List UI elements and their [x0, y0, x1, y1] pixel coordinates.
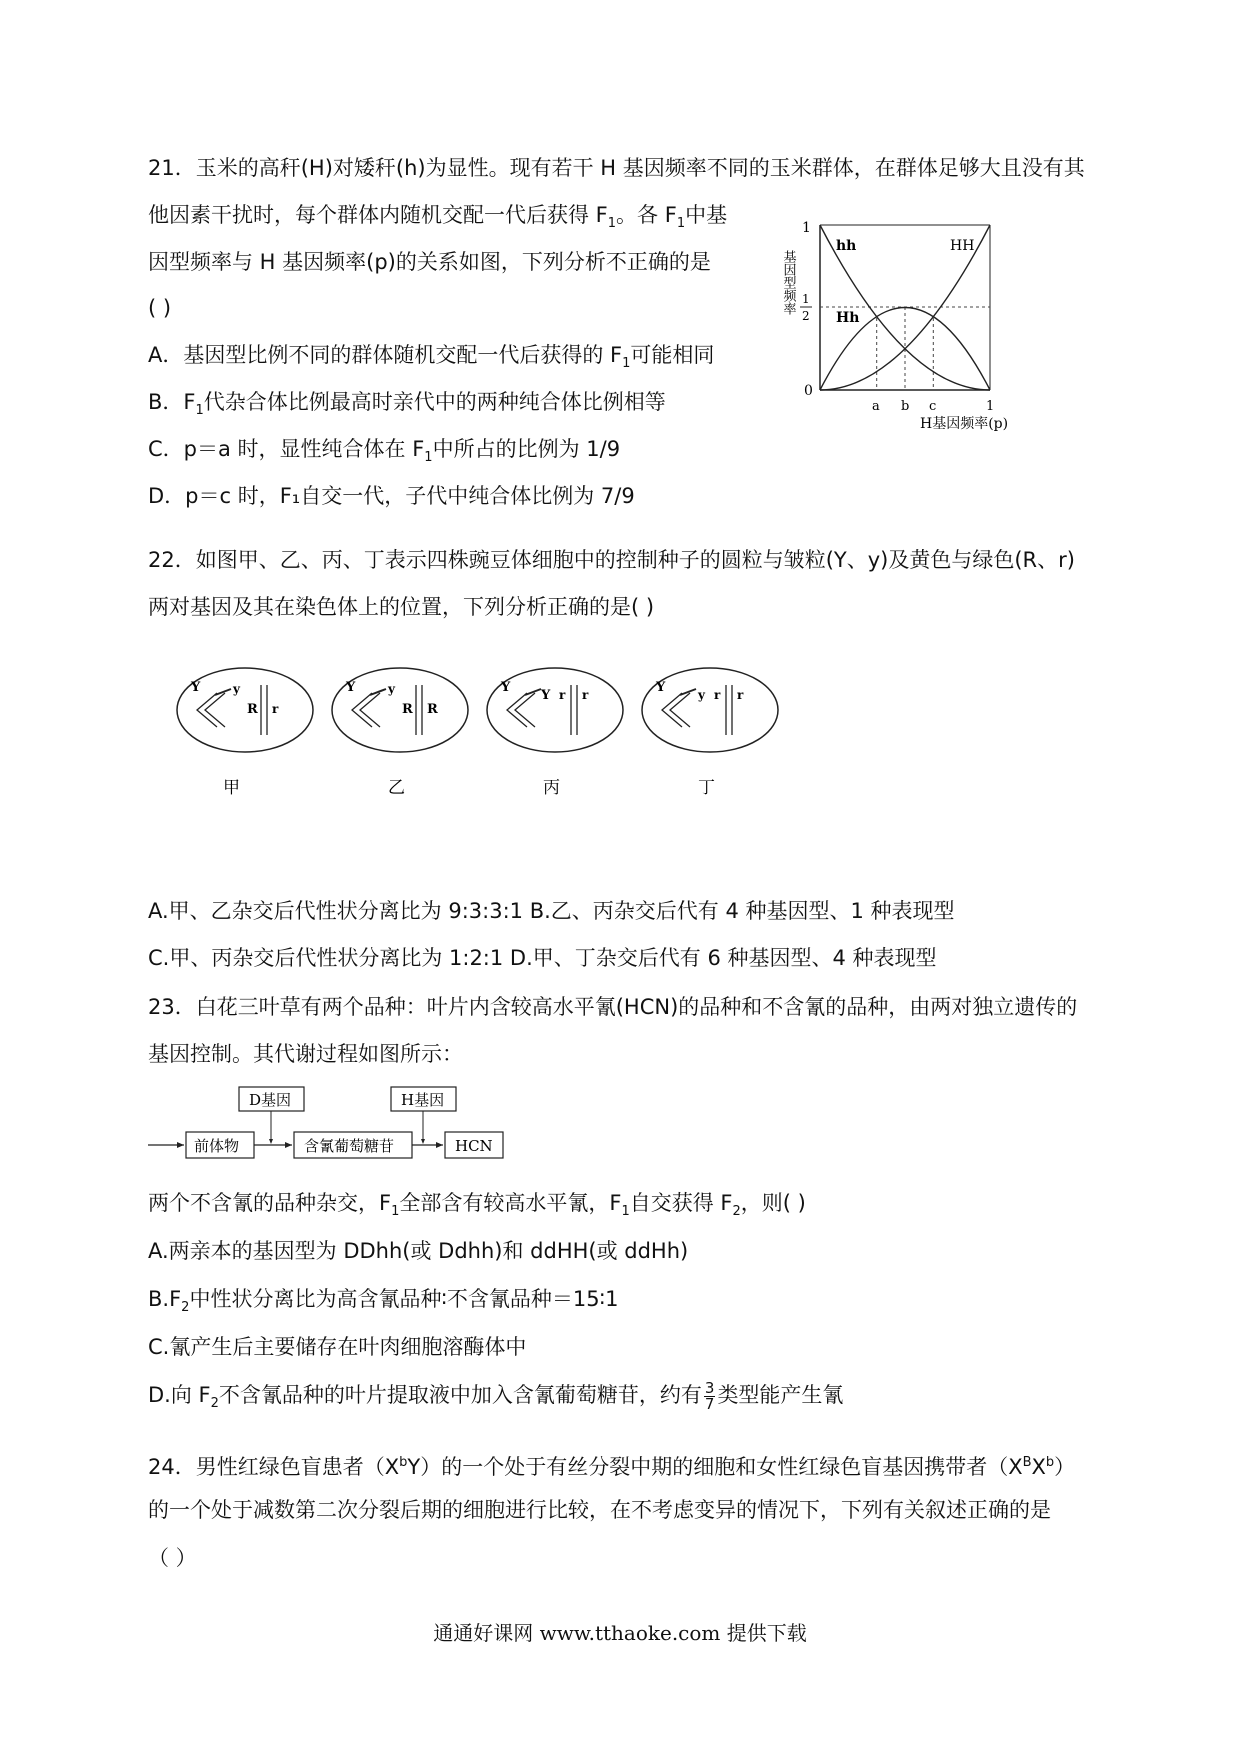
q23-line1: 23．白花三叶草有两个品种：叶片内含较高水平氰(HCN)的品种和不含氰的品种，由两对独立遗传的: [148, 995, 1078, 1019]
cell-jia-gene-4: r: [272, 702, 279, 716]
chromosome-cells-figure: [175, 665, 815, 800]
q23-line2: 基因控制。其代谢过程如图所示：: [148, 1042, 463, 1066]
q22-options-ab: A.甲、乙杂交后代性状分离比为 9:3:3:1 B.乙、丙杂交后代有 4 种基因型、1 种表现型: [148, 899, 955, 923]
x-tick-b: b: [901, 399, 910, 414]
q21-line2: 他因素干扰时，每个群体内随机交配一代后获得 $F_1$。各 $F_1$中基: [148, 203, 728, 232]
cell-ding-gene-2: y: [698, 688, 705, 702]
q21-option-b: B．$F_1$代杂合体比例最高时亲代中的两种纯合体比例相等: [148, 390, 666, 419]
y-tick-half-num: 1: [802, 292, 810, 306]
cell-bing-gene-4: r: [582, 688, 589, 702]
cell-ding-gene-1: Y: [656, 680, 666, 695]
cell-yi-gene-1: Y: [346, 680, 356, 695]
curve-label-hh: hh: [836, 238, 857, 254]
cell-bing-gene-3: r: [559, 688, 566, 702]
curve-label-Hh: Hh: [836, 310, 860, 326]
cell-jia: [177, 668, 313, 798]
gene-d-label: D基因: [249, 1091, 292, 1109]
metabolic-pathway-diagram: [148, 1082, 528, 1167]
cell-jia-gene-2: y: [233, 682, 240, 696]
q23-option-c: C.氰产生后主要储存在叶肉细胞溶酶体中: [148, 1335, 527, 1359]
q22-options-cd: C.甲、丙杂交后代性状分离比为 1:2:1 D.甲、丁杂交后代有 6 种基因型、4 种表现型: [148, 946, 937, 970]
q23-option-b: $B.F_2$中性状分离比为高含氰品种∶不含氰品种＝15∶1: [148, 1287, 619, 1316]
q23-option-d: D.向 $F_2$不含氰品种的叶片提取液中加入含氰葡萄糖苷，约有 $\frac{3}{7}$ 类型能产生氰: [148, 1378, 844, 1413]
q24-line2: 的一个处于减数第二次分裂后期的细胞进行比较，在不考虑变异的情况下，下列有关叙述正确的是: [148, 1498, 1051, 1522]
y-tick-one: 1: [802, 220, 811, 236]
cell-ding: [642, 668, 778, 798]
x-tick-a: a: [872, 399, 880, 414]
cell-yi-gene-4: R: [427, 702, 438, 717]
precursor-label: 前体物: [194, 1137, 240, 1155]
curve-label-HH: HH: [950, 238, 975, 254]
y-tick-zero: 0: [804, 383, 813, 399]
fraction-three-sevenths: $\frac{3}{7}$: [704, 1378, 715, 1413]
cell-jia-gene-3: R: [247, 702, 258, 717]
cell-yi: [332, 668, 468, 798]
x-axis-label: H基因频率(p): [920, 416, 1009, 432]
cell-bing: [487, 668, 623, 798]
cell-yi-gene-2: y: [388, 682, 395, 696]
q24-line3: （ ）: [148, 1546, 197, 1570]
q21-line4: ( ): [148, 296, 172, 320]
q22-line1: 22．如图甲、乙、丙、丁表示四株豌豆体细胞中的控制种子的圆粒与皱粒(Y、y)及黄色与绿色(R、r): [148, 548, 1075, 572]
y-axis-label: 基因型频率: [780, 250, 796, 315]
q21-option-d: D．p＝c 时，F₁自交一代，子代中纯合体比例为 7/9: [148, 484, 635, 508]
gene-h-label: H基因: [401, 1091, 445, 1109]
cell-ding-label: 丁: [698, 778, 715, 798]
x-tick-one: 1: [986, 399, 995, 414]
x-tick-c: c: [929, 399, 937, 414]
cell-jia-label: 甲: [223, 778, 240, 798]
cell-yi-gene-3: R: [402, 702, 413, 717]
q21-line1: 21．玉米的高秆(H)对矮秆(h)为显性。现有若干 H 基因频率不同的玉米群体，在群体足够大且没有其: [148, 156, 1085, 180]
y-tick-half-den: 2: [802, 309, 810, 323]
page-footer: 通通好课网 www.tthaoke.com 提供下载: [433, 1621, 807, 1645]
q24-line1: 24．男性红绿色盲患者$(X^bY)$的一个处于有丝分裂中期的细胞和女性红绿色盲基因携带者$(X^BX^b)$: [148, 1455, 1076, 1479]
intermediate-label: 含氰葡萄糖苷: [304, 1137, 395, 1155]
cell-ding-gene-4: r: [737, 688, 744, 702]
q21-option-c: C．p＝a 时，显性纯合体在 $F_1$中所占的比例为 1/9: [148, 437, 621, 466]
cell-yi-label: 乙: [388, 778, 405, 798]
genotype-frequency-graph: [780, 210, 1100, 440]
cell-jia-gene-1: Y: [191, 680, 201, 695]
cell-bing-gene-1: Y: [501, 680, 511, 695]
q23-option-a: A.两亲本的基因型为 DDhh(或 Ddhh)和 ddHH(或 ddHh): [148, 1239, 689, 1263]
product-label: HCN: [455, 1137, 493, 1155]
q23-line3: 两个不含氰的品种杂交，$F_1$全部含有较高水平氰，$F_1$自交获得 $F_2$，则( ): [148, 1191, 806, 1220]
q22-line2: 两对基因及其在染色体上的位置，下列分析正确的是( ): [148, 595, 655, 619]
cell-ding-gene-3: r: [714, 688, 721, 702]
cell-bing-gene-2: Y: [541, 688, 551, 703]
q21-line3: 因型频率与 H 基因频率(p)的关系如图，下列分析不正确的是: [148, 250, 711, 274]
cell-bing-label: 丙: [543, 778, 560, 798]
q21-option-a: A．基因型比例不同的群体随机交配一代后获得的 $F_1$可能相同: [148, 343, 715, 372]
